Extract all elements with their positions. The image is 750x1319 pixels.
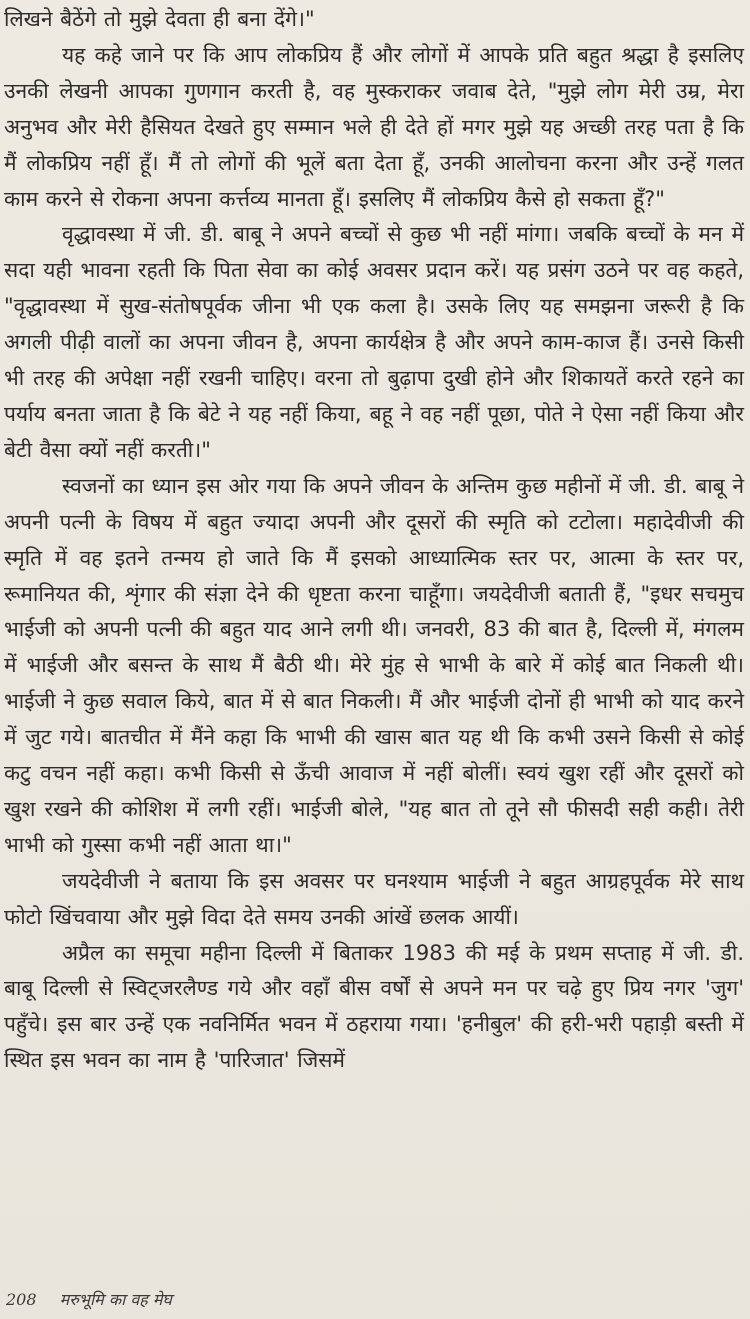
paragraph: जयदेवीजी ने बताया कि इस अवसर पर घनश्याम भाईजी ने बहुत आग्रहपूर्वक मेरे साथ फोटो खिंचवाया और मुझे विदा देते समय उनकी आंखें छलक आयीं। xyxy=(4,868,744,929)
page-body xyxy=(4,2,744,1079)
paragraph: स्वजनों का ध्यान इस ओर गया कि अपने जीवन के अन्तिम कुछ महीनों में जी. डी. बाबू ने अपनी पत्नी के विषय में बहुत ज्यादा अपनी और दूसरों की स्मृति को टटोला। महादेवीजी की स्मृति में वह इतने तन्मय हो जाते कि मैं इसको आध्यात्मिक स्तर पर, आत्मा के स्तर पर, रूमानियत की, शृंगार की संज्ञा देने की धृष्टता करना चाहूँगा। जयदेवीजी बताती हैं, "इधर सचमुच भाईजी को अपनी पत्नी की बहुत याद आने लगी थी। जनवरी, 83 की बात है, दिल्ली में, मंगलम में भाईजी और बसन्त के साथ मैं बैठी थी। मेरे मुंह से भाभी के बारे में कोई बात निकली थी। भाईजी ने कुछ सवाल किये, बात में से बात निकली। मैं और भाईजी दोनों ही भाभी को याद करने में जुट गये। बातचीत में मैंने कहा कि भाभी की खास बात यह थी कि कभी उसने किसी से कोई कटु वचन नहीं कहा। कभी किसी से ऊँची आवाज में नहीं बोलीं। स्वयं खुश रहीं और दूसरों को खुश रखने की कोशिश में लगी रहीं। भाईजी बोले, "यह बात तो तूने सौ फीसदी सही कही। तेरी भाभी को गुस्सा कभी नहीं आता था।" xyxy=(4,473,744,857)
running-book-title: मरुभूमि का वह मेघ xyxy=(59,1290,172,1309)
paragraph: वृद्धावस्था में जी. डी. बाबू ने अपने बच्चों से कुछ भी नहीं मांगा। जबकि बच्चों के मन में सदा यही भावना रहती कि पिता सेवा का कोई अवसर प्रदान करें। यह प्रसंग उठने पर वह कहते, "वृद्धावस्था में सुख-संतोषपूर्वक जीना भी एक कला है। उसके लिए यह समझना जरूरी है कि अगली पीढ़ी वालों का अपना जीवन है, अपना कार्यक्षेत्र है और अपने काम-काज हैं। उनसे किसी भी तरह की अपेक्षा नहीं रखनी चाहिए। वरना तो बुढ़ापा दुखी होने और शिकायतें करते रहने का पर्याय बनता जाता है कि बेटे ने यह नहीं किया, बहू ने वह नहीं पूछा, पोते ने ऐसा नहीं किया और बेटी वैसा क्यों नहीं करती।" xyxy=(4,222,744,462)
page-number: 208 xyxy=(6,1290,37,1309)
paragraph: यह कहे जाने पर कि आप लोकप्रिय हैं और लोगों में आपके प्रति बहुत श्रद्धा है इसलिए उनकी लेखनी आपका गुणगान करती है, वह मुस्कराकर जवाब देते, "मुझे लोग मेरी उम्र, मेरा अनुभव और मेरी हैसियत देखते हुए सम्मान भले ही देते हों मगर मुझे यह अच्छी तरह पता है कि मैं लोकप्रिय नहीं हूँ। मैं तो लोगों की भूलें बता देता हूँ, उनकी आलोचना करना और उन्हें गलत काम करने से रोकना अपना कर्त्तव्य मानता हूँ। इसलिए मैं लोकप्रिय कैसे हो सकता हूँ?" xyxy=(4,42,744,211)
page-footer xyxy=(6,1288,172,1310)
paragraph: अप्रैल का समूचा महीना दिल्ली में बिताकर 1983 की मई के प्रथम सप्ताह में जी. डी. बाबू दिल्ली से स्विट्जरलैण्ड गये और वहाँ बीस वर्षों से अपने मन पर चढ़े हुए प्रिय नगर 'जुग' पहुँचे। इस बार उन्हें एक नवनिर्मित भवन में ठहराया गया। 'हनीबुल' की हरी-भरी पहाड़ी बस्ती में स्थित इस भवन का नाम है 'पारिजात' जिसमें xyxy=(4,940,744,1073)
paragraph-continuation: लिखने बैठेंगे तो मुझे देवता ही बना देंगे।" xyxy=(4,7,315,31)
